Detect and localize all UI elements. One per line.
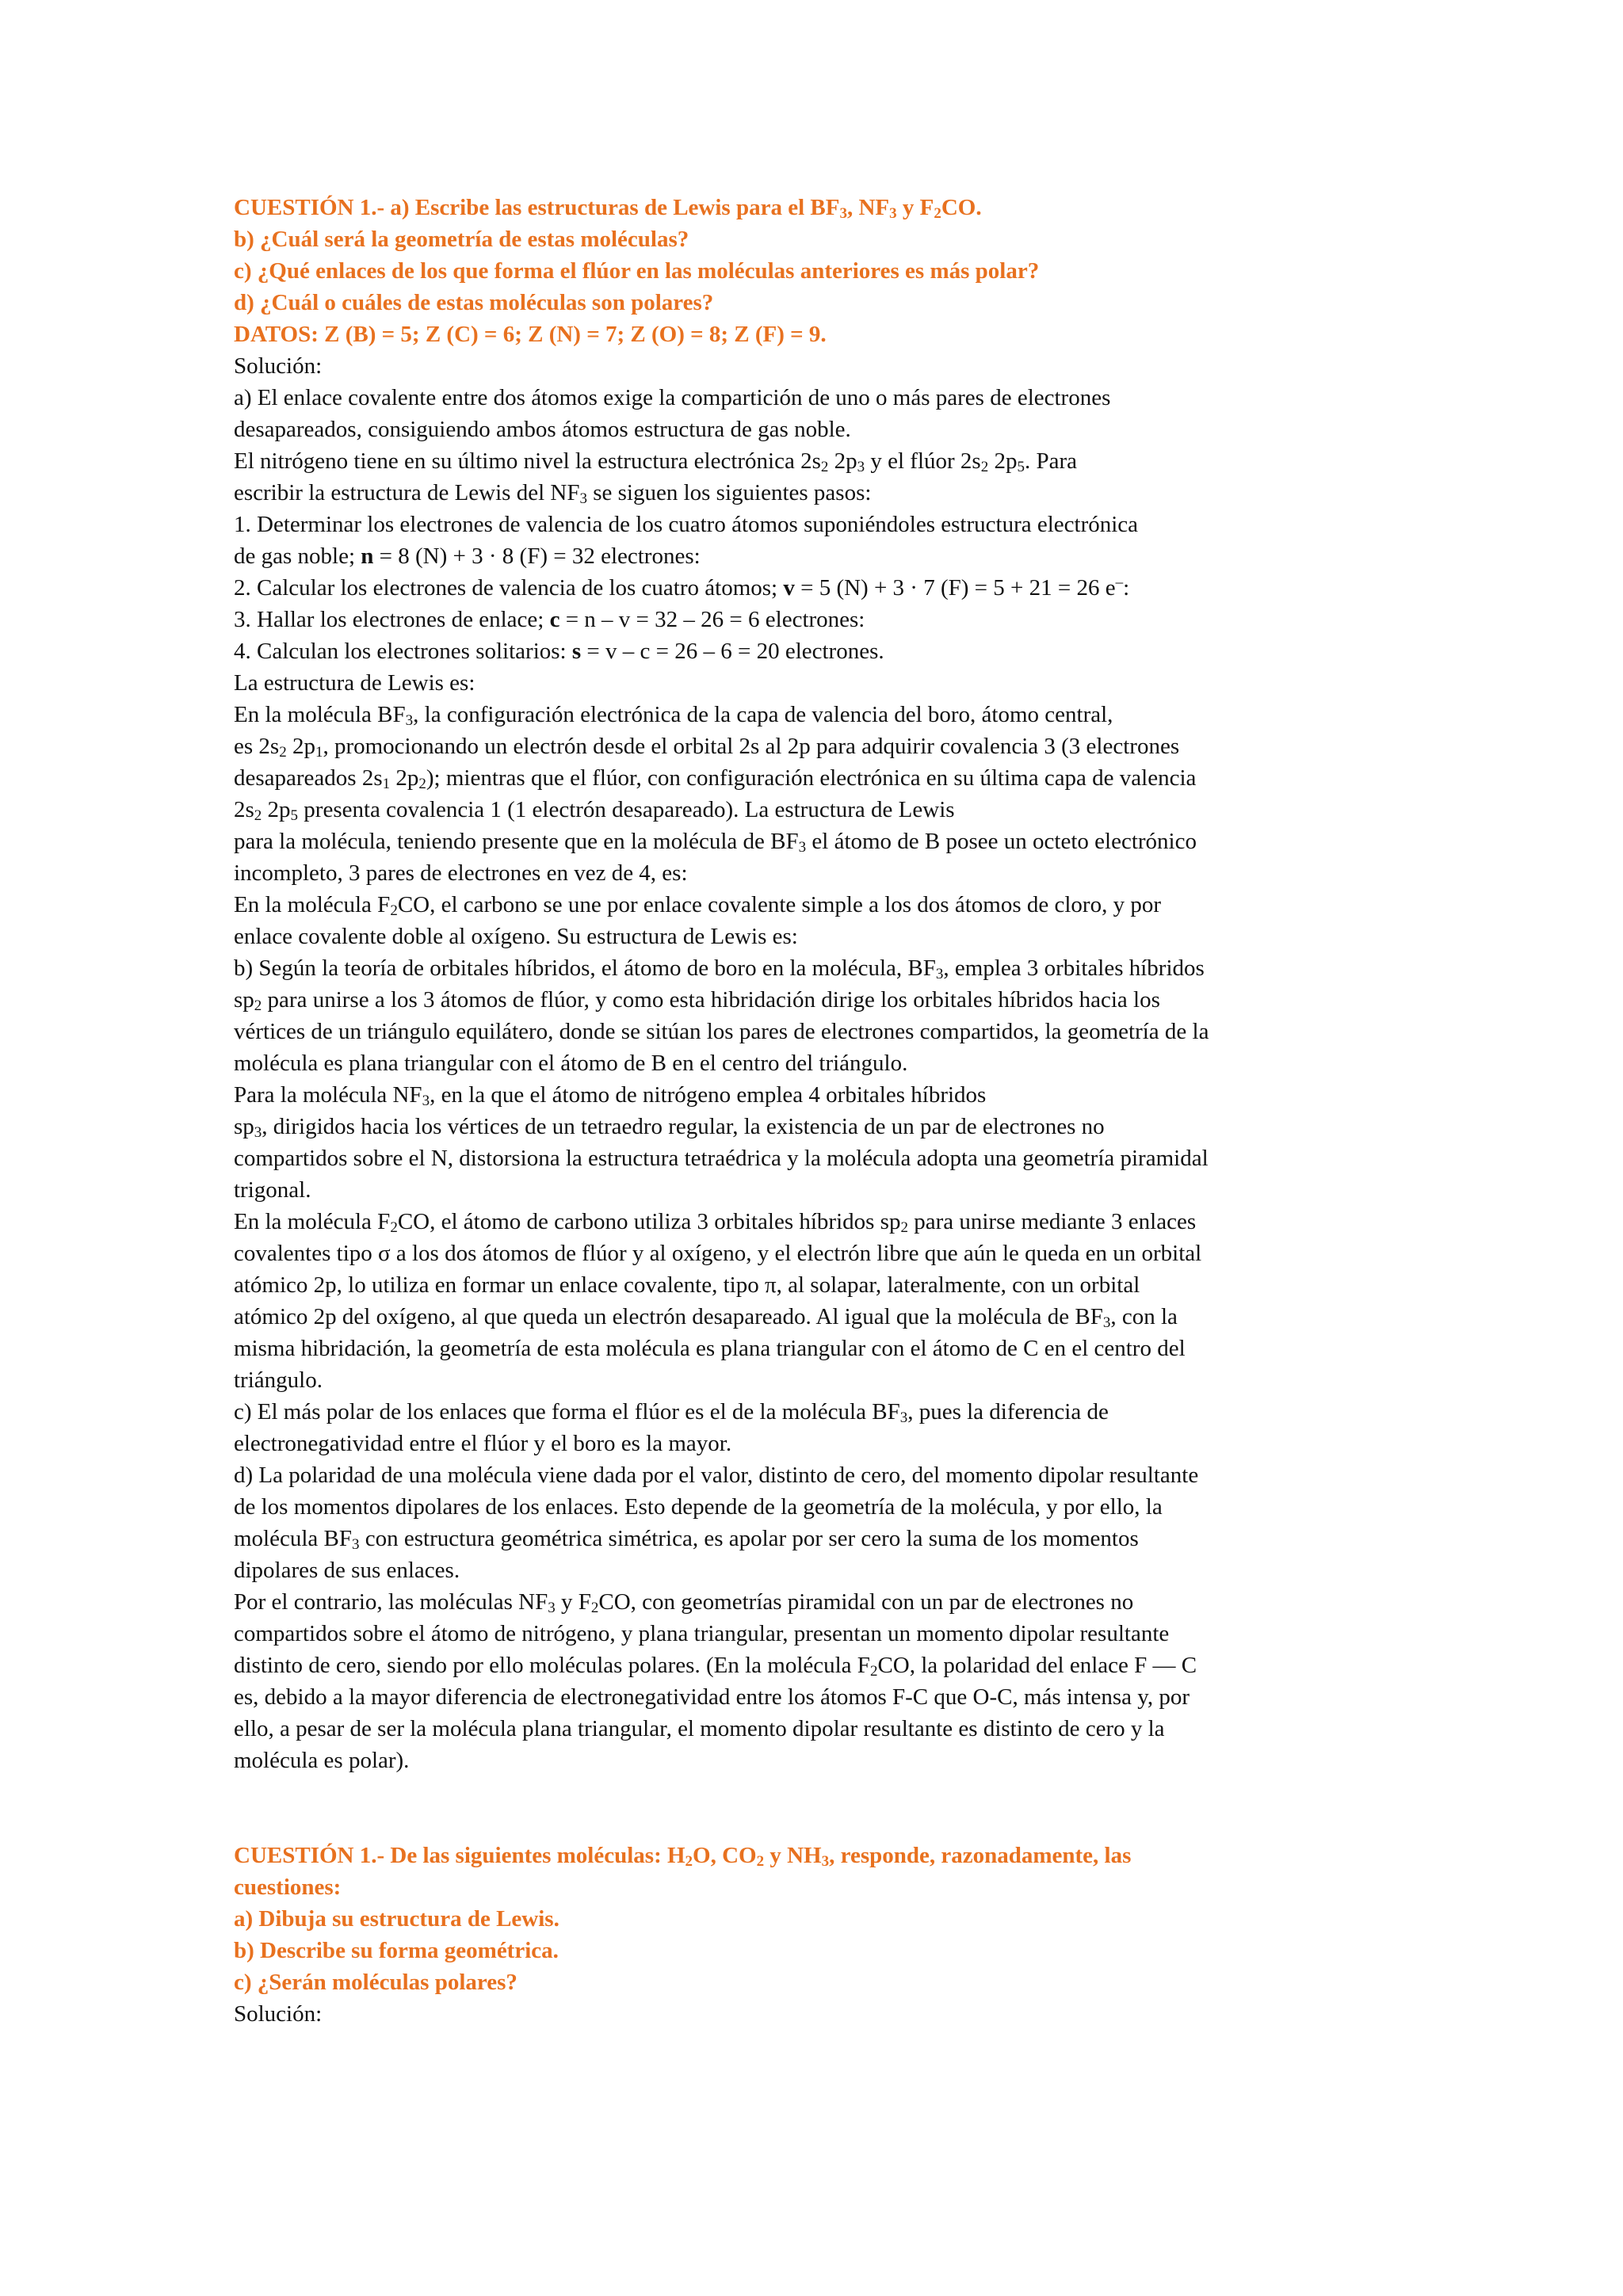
- text-line: molécula es polar).: [234, 1748, 410, 1773]
- text-line: En la molécula $F_2CO$, el carbono se une por enlace covalente simple a los dos átomos de cloro, y por: [234, 892, 1161, 919]
- text-line: atómico 2p del oxígeno, al que queda un electrón desapareado. Al igual que la molécula de $BF_3$, con la: [234, 1304, 1178, 1331]
- text-line: para la molécula, teniendo presente que en la molécula de $BF_3$ el átomo de B posee un octeto electrónico: [234, 829, 1197, 856]
- text-line: c) El más polar de los enlaces que forma el flúor es el de la molécula $BF_3$, pues la diferencia de: [234, 1399, 1109, 1426]
- text-line: 3. Hallar los electrones de enlace; c = n – v = 32 – 26 = 6 electrones:: [234, 607, 865, 632]
- text-line: 4. Calculan los electrones solitarios: s = v – c = 26 – 6 = 20 electrones.: [234, 639, 884, 664]
- text-line: atómico 2p, lo utiliza en formar un enlace covalente, tipo π, al solapar, lateralmente, con un orbital: [234, 1272, 1140, 1298]
- question-1-title: CUESTIÓN 1.- a) Escribe las estructuras de Lewis para el $BF_3$, $NF_3$ y $F_2CO$.: [234, 195, 982, 222]
- text-line: covalentes tipo σ a los dos átomos de flúor y al oxígeno, y el electrón libre que aún le queda en un orbital: [234, 1241, 1202, 1266]
- question-1-part-d: d) ¿Cuál o cuáles de estas moléculas son polares?: [234, 290, 714, 315]
- text-line: de los momentos dipolares de los enlaces. Esto depende de la geometría de la molécula, y por ello, la: [234, 1494, 1163, 1520]
- text-line: es, debido a la mayor diferencia de electronegatividad entre los átomos F-C que O-C, más intensa y, por: [234, 1684, 1190, 1710]
- text-line: $2s_2$ $2p_5$ presenta covalencia 1 (1 electrón desapareado). La estructura de Lewis: [234, 797, 955, 824]
- text-line: de gas noble; n = 8 (N) + 3 · 8 (F) = 32 electrones:: [234, 543, 701, 569]
- text-line: distinto de cero, siendo por ello moléculas polares. (En la molécula $F_2CO$, la polaridad del enlace F — C: [234, 1653, 1197, 1680]
- question-1-data: DATOS: Z (B) = 5; Z (C) = 6; Z (N) = 7; Z (O) = 8; Z (F) = 9.: [234, 322, 827, 347]
- text-line: compartidos sobre el N, distorsiona la estructura tetraédrica y la molécula adopta una geometría piramidal: [234, 1146, 1209, 1171]
- text-line: $sp_2$ para unirse a los 3 átomos de flúor, y como esta hibridación dirige los orbitales híbridos hacia los: [234, 987, 1160, 1014]
- text-line: electronegatividad entre el flúor y el boro es la mayor.: [234, 1431, 732, 1456]
- text-line: compartidos sobre el átomo de nitrógeno, y plana triangular, presentan un momento dipolar resultante: [234, 1621, 1170, 1646]
- text-line: desapareados $2s_1$ $2p_2$); mientras que el flúor, con configuración electrónica en su última capa de valencia: [234, 765, 1197, 792]
- text-line: vértices de un triángulo equilátero, donde se sitúan los pares de electrones compartidos, la geometría de la: [234, 1019, 1209, 1044]
- text-line: 1. Determinar los electrones de valencia de los cuatro átomos suponiéndoles estructura electrónica: [234, 512, 1139, 537]
- text-line: trigonal.: [234, 1177, 311, 1203]
- question-2-part-c: c) ¿Serán moléculas polares?: [234, 1970, 517, 1995]
- question-2-title-cont: cuestiones:: [234, 1875, 342, 1900]
- text-line: El nitrógeno tiene en su último nivel la estructura electrónica $2s_2$ $2p_3$ y el flúor $2s_2$ $2p_5$. Para: [234, 448, 1077, 475]
- text-line: Por el contrario, las moléculas $NF_3$ y $F_2CO$, con geometrías piramidal con un par de electrones no: [234, 1589, 1134, 1616]
- text-line: molécula es plana triangular con el átomo de B en el centro del triángulo.: [234, 1051, 908, 1076]
- question-2-title: CUESTIÓN 1.- De las siguientes moléculas: $H_2O$, $CO_2$ y $NH_3$, responde, razonadamente, las: [234, 1843, 1132, 1870]
- section-gap: [234, 1776, 1423, 1840]
- text-line: ello, a pesar de ser la molécula plana triangular, el momento dipolar resultante es distinto de cero y la: [234, 1716, 1165, 1741]
- text-line: es $2s_2$ $2p_1$, promocionando un electrón desde el orbital 2s al 2p para adquirir covalencia 3 (3 electrones: [234, 734, 1180, 761]
- text-line: molécula $BF_3$ con estructura geométrica simétrica, es apolar por ser cero la suma de los momentos: [234, 1526, 1139, 1553]
- question-1-part-b: b) ¿Cuál será la geometría de estas moléculas?: [234, 227, 689, 252]
- text-line: d) La polaridad de una molécula viene dada por el valor, distinto de cero, del momento dipolar resultante: [234, 1463, 1199, 1488]
- text-line: incompleto, 3 pares de electrones en vez de 4, es:: [234, 860, 688, 886]
- text-line: 2. Calcular los electrones de valencia de los cuatro átomos; v = 5 (N) + 3 · 7 (F) = 5 + 21 = 26 e–:: [234, 574, 1130, 601]
- text-line: $sp_3$, dirigidos hacia los vértices de un tetraedro regular, la existencia de un par de electrones no: [234, 1114, 1105, 1141]
- text-line: dipolares de sus enlaces.: [234, 1558, 460, 1583]
- solution-heading-2: Solución:: [234, 2001, 323, 2027]
- text-line: b) Según la teoría de orbitales híbridos, el átomo de boro en la molécula, $BF_3$, emplea 3 orbitales híbridos: [234, 955, 1205, 982]
- text-line: a) El enlace covalente entre dos átomos exige la compartición de uno o más pares de electrones: [234, 385, 1111, 410]
- question-2-part-b: b) Describe su forma geométrica.: [234, 1938, 559, 1963]
- text-line: En la molécula $F_2CO$, el átomo de carbono utiliza 3 orbitales híbridos $sp_2$ para unirse mediante 3 enlaces: [234, 1209, 1197, 1236]
- document-body: [234, 192, 1423, 2030]
- question-2-part-a: a) Dibuja su estructura de Lewis.: [234, 1906, 559, 1932]
- text-line: escribir la estructura de Lewis del $NF_3$ se siguen los siguientes pasos:: [234, 480, 872, 507]
- text-line: La estructura de Lewis es:: [234, 670, 475, 696]
- text-line: triángulo.: [234, 1367, 323, 1393]
- question-1-part-c: c) ¿Qué enlaces de los que forma el flúor en las moléculas anteriores es más polar?: [234, 258, 1040, 284]
- text-line: En la molécula $BF_3$, la configuración electrónica de la capa de valencia del boro, átomo central,: [234, 702, 1113, 729]
- text-line: enlace covalente doble al oxígeno. Su estructura de Lewis es:: [234, 924, 798, 949]
- text-line: Para la molécula $NF_3$, en la que el átomo de nitrógeno emplea 4 orbitales híbridos: [234, 1082, 987, 1109]
- text-line: desapareados, consiguiendo ambos átomos estructura de gas noble.: [234, 417, 851, 442]
- text-line: misma hibridación, la geometría de esta molécula es plana triangular con el átomo de C en el centro del: [234, 1336, 1186, 1361]
- solution-heading: Solución:: [234, 353, 323, 379]
